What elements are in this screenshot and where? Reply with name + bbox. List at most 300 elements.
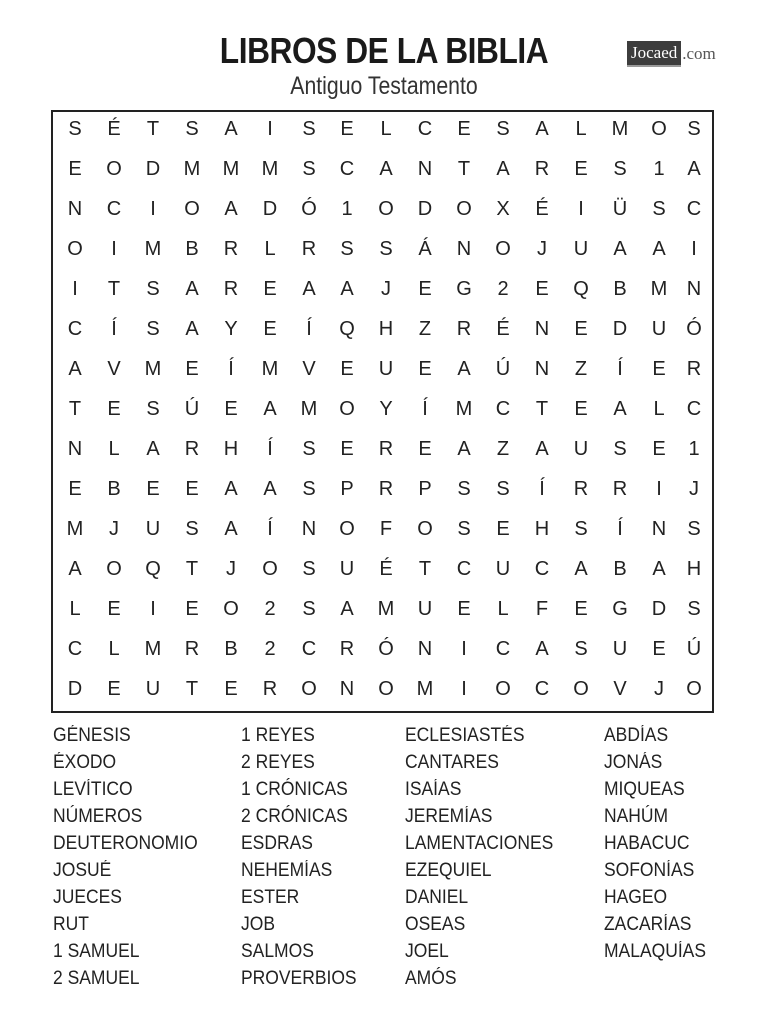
grid-letter[interactable]: R — [301, 238, 317, 260]
grid-letter[interactable]: Í — [267, 438, 273, 460]
grid-letter[interactable]: J — [654, 678, 664, 700]
grid-letter[interactable]: Í — [228, 358, 234, 380]
grid-letter[interactable]: E — [574, 398, 588, 420]
grid-letter[interactable]: I — [267, 118, 273, 140]
grid-letter[interactable]: E — [652, 638, 666, 660]
word-list-item: JONÁS — [604, 752, 663, 773]
word-list-column — [53, 722, 210, 992]
grid-letter[interactable]: E — [224, 398, 238, 420]
grid-letter[interactable]: S — [185, 518, 199, 540]
grid-letter[interactable]: V — [302, 358, 316, 380]
grid-letter[interactable]: S — [340, 238, 354, 260]
grid-letter[interactable]: L — [380, 118, 392, 140]
grid-letter[interactable]: E — [68, 158, 82, 180]
grid-letter[interactable]: O — [495, 238, 511, 260]
grid-letter[interactable]: Í — [539, 478, 545, 500]
grid-letter[interactable]: A — [340, 598, 354, 620]
grid-letter[interactable]: Í — [111, 318, 117, 340]
grid-letter[interactable]: C — [686, 198, 702, 220]
grid-letter[interactable]: T — [185, 678, 199, 700]
word-list-item: GÉNESIS — [53, 725, 131, 746]
grid-letter[interactable]: M — [144, 358, 162, 380]
grid-letter[interactable]: R — [534, 158, 550, 180]
grid-letter[interactable]: A — [224, 198, 238, 220]
word-list-item: NAHÚM — [604, 806, 669, 827]
grid-letter[interactable]: S — [652, 198, 666, 220]
grid-letter[interactable]: O — [339, 518, 355, 540]
grid-letter[interactable]: A — [185, 318, 199, 340]
grid-letter[interactable]: Y — [224, 318, 238, 340]
grid-letter[interactable]: S — [68, 118, 82, 140]
grid-letter[interactable]: I — [150, 598, 156, 620]
grid-letter[interactable]: H — [378, 318, 394, 340]
grid-letter[interactable]: S — [146, 278, 160, 300]
grid-letter[interactable]: A — [379, 158, 393, 180]
grid-letter[interactable]: R — [339, 638, 355, 660]
grid-letter[interactable]: D — [651, 598, 667, 620]
grid-letter[interactable]: O — [651, 118, 667, 140]
grid-letter[interactable]: N — [417, 638, 433, 660]
grid-letter[interactable]: N — [417, 158, 433, 180]
grid-letter[interactable]: A — [302, 278, 316, 300]
grid-letter[interactable]: S — [687, 518, 701, 540]
logo-domain-text: .com — [682, 44, 716, 63]
grid-letter[interactable]: E — [185, 358, 199, 380]
grid-letter[interactable]: Q — [573, 278, 589, 300]
grid-letter[interactable]: Ú — [184, 398, 200, 420]
grid-letter[interactable]: É — [107, 118, 121, 140]
grid-row — [53, 232, 712, 272]
grid-letter[interactable]: O — [378, 678, 394, 700]
word-list-item: 1 REYES — [241, 725, 315, 746]
grid-letter[interactable]: B — [224, 638, 238, 660]
grid-letter[interactable]: M — [377, 598, 395, 620]
grid-letter[interactable]: D — [67, 678, 83, 700]
grid-letter[interactable]: I — [150, 198, 156, 220]
grid-letter[interactable]: A — [185, 278, 199, 300]
grid-letter[interactable]: E — [496, 518, 510, 540]
grid-letter[interactable]: O — [495, 678, 511, 700]
grid-letter[interactable]: L — [108, 638, 120, 660]
grid-row — [53, 432, 712, 472]
grid-letter[interactable]: A — [224, 518, 238, 540]
grid-letter[interactable]: E — [263, 278, 277, 300]
grid-letter[interactable]: C — [495, 398, 511, 420]
word-list-item: SALMOS — [241, 941, 314, 962]
grid-letter[interactable]: H — [534, 518, 550, 540]
grid-letter[interactable]: Ú — [495, 358, 511, 380]
grid-letter[interactable]: O — [184, 198, 200, 220]
grid-letter[interactable]: S — [302, 478, 316, 500]
grid-letter[interactable]: T — [185, 558, 199, 580]
grid-letter[interactable]: J — [381, 278, 391, 300]
grid-letter[interactable]: V — [107, 358, 121, 380]
grid-letter[interactable]: J — [537, 238, 547, 260]
grid-letter[interactable]: L — [108, 438, 120, 460]
grid-letter[interactable]: N — [534, 358, 550, 380]
grid-letter[interactable]: J — [226, 558, 236, 580]
word-list-item: NÚMEROS — [53, 806, 143, 827]
grid-letter[interactable]: S — [302, 558, 316, 580]
grid-letter[interactable]: A — [224, 118, 238, 140]
grid-letter[interactable]: A — [687, 158, 701, 180]
grid-letter[interactable]: S — [687, 598, 701, 620]
grid-letter[interactable]: V — [613, 678, 627, 700]
grid-letter[interactable]: Í — [422, 398, 428, 420]
grid-letter[interactable]: E — [340, 358, 354, 380]
grid-letter[interactable]: E — [574, 598, 588, 620]
grid-letter[interactable]: A — [263, 398, 277, 420]
grid-letter[interactable]: I — [72, 278, 78, 300]
grid-letter[interactable]: A — [68, 558, 82, 580]
grid-letter[interactable]: S — [613, 158, 627, 180]
grid-letter[interactable]: C — [417, 118, 433, 140]
grid-letter[interactable]: 2 — [264, 598, 276, 620]
grid-letter[interactable]: 1 — [341, 198, 353, 220]
grid-letter[interactable]: I — [578, 198, 584, 220]
grid-letter[interactable]: E — [418, 358, 432, 380]
grid-letter[interactable]: S — [457, 518, 471, 540]
grid-letter[interactable]: E — [185, 478, 199, 500]
grid-letter[interactable]: H — [686, 558, 702, 580]
grid-letter[interactable]: N — [67, 438, 83, 460]
grid-letter[interactable]: O — [67, 238, 83, 260]
grid-letter[interactable]: S — [302, 158, 316, 180]
grid-letter[interactable]: B — [185, 238, 199, 260]
grid-letter[interactable]: X — [496, 198, 510, 220]
word-list-item: ZACARÍAS — [604, 914, 692, 935]
grid-letter[interactable]: R — [612, 478, 628, 500]
grid-letter[interactable]: D — [262, 198, 278, 220]
grid-letter[interactable]: A — [613, 398, 627, 420]
grid-letter[interactable]: I — [111, 238, 117, 260]
grid-letter[interactable]: M — [66, 518, 84, 540]
grid-letter[interactable]: E — [418, 278, 432, 300]
grid-letter[interactable]: M — [222, 158, 240, 180]
grid-letter[interactable]: O — [686, 678, 702, 700]
grid-letter[interactable]: S — [457, 478, 471, 500]
word-list-item: EZEQUIEL — [405, 860, 492, 881]
grid-letter[interactable]: U — [378, 358, 394, 380]
grid-row — [53, 552, 712, 592]
grid-letter[interactable]: A — [535, 438, 549, 460]
word-list — [0, 722, 768, 1012]
grid-letter[interactable]: E — [652, 438, 666, 460]
grid-letter[interactable]: U — [612, 638, 628, 660]
grid-letter[interactable]: Z — [574, 358, 588, 380]
word-list-item: 2 CRÓNICAS — [241, 806, 348, 827]
grid-letter[interactable]: A — [574, 558, 588, 580]
grid-letter[interactable]: M — [300, 398, 318, 420]
grid-letter[interactable]: É — [496, 318, 510, 340]
word-list-item: JOEL — [405, 941, 449, 962]
grid-letter[interactable]: A — [496, 158, 510, 180]
grid-letter[interactable]: D — [145, 158, 161, 180]
grid-letter[interactable]: M — [455, 398, 473, 420]
grid-letter[interactable]: B — [613, 278, 627, 300]
grid-letter[interactable]: T — [535, 398, 549, 420]
grid-letter[interactable]: A — [457, 358, 471, 380]
grid-letter[interactable]: S — [146, 398, 160, 420]
grid-letter[interactable]: E — [146, 478, 160, 500]
brand-logo — [627, 41, 716, 67]
grid-letter[interactable]: E — [224, 678, 238, 700]
grid-letter[interactable]: E — [185, 598, 199, 620]
grid-letter[interactable]: O — [417, 518, 433, 540]
grid-letter[interactable]: U — [495, 558, 511, 580]
grid-letter[interactable]: E — [107, 398, 121, 420]
grid-letter[interactable]: T — [418, 558, 432, 580]
grid-letter[interactable]: E — [457, 598, 471, 620]
grid-letter[interactable]: R — [223, 238, 239, 260]
grid-letter[interactable]: O — [339, 398, 355, 420]
grid-letter[interactable]: Q — [339, 318, 355, 340]
word-list-item: HABACUC — [604, 833, 690, 854]
grid-letter[interactable]: G — [456, 278, 472, 300]
word-list-item: ISAÍAS — [405, 779, 462, 800]
grid-letter[interactable]: I — [461, 678, 467, 700]
grid-letter[interactable]: C — [339, 158, 355, 180]
grid-letter[interactable]: U — [145, 678, 161, 700]
grid-letter[interactable]: M — [144, 638, 162, 660]
grid-letter[interactable]: E — [68, 478, 82, 500]
word-list-item: MALAQUÍAS — [604, 941, 707, 962]
grid-letter[interactable]: O — [456, 198, 472, 220]
word-list-item: AMÓS — [405, 968, 457, 989]
grid-letter[interactable]: A — [535, 638, 549, 660]
grid-row — [53, 672, 712, 712]
grid-letter[interactable]: A — [68, 358, 82, 380]
grid-letter[interactable]: L — [264, 238, 276, 260]
grid-letter[interactable]: R — [184, 638, 200, 660]
grid-letter[interactable]: M — [261, 358, 279, 380]
grid-letter[interactable]: C — [534, 678, 550, 700]
grid-letter[interactable]: C — [106, 198, 122, 220]
grid-letter[interactable]: A — [457, 438, 471, 460]
word-list-column — [604, 722, 715, 965]
word-list-item: JOSUÉ — [53, 860, 112, 881]
grid-letter[interactable]: O — [106, 158, 122, 180]
grid-letter[interactable]: A — [224, 478, 238, 500]
grid-letter[interactable]: C — [301, 638, 317, 660]
grid-letter[interactable]: E — [574, 318, 588, 340]
grid-letter[interactable]: U — [573, 438, 589, 460]
word-list-item: OSEAS — [405, 914, 466, 935]
grid-letter[interactable]: Ó — [686, 318, 702, 340]
grid-letter[interactable]: U — [145, 518, 161, 540]
word-list-item: ECLESIASTÉS — [405, 725, 525, 746]
grid-letter[interactable]: R — [686, 358, 702, 380]
word-list-item: JUECES — [53, 887, 122, 908]
grid-letter[interactable]: Í — [617, 358, 623, 380]
grid-letter[interactable]: R — [262, 678, 278, 700]
grid-letter[interactable]: D — [417, 198, 433, 220]
grid-letter[interactable]: O — [106, 558, 122, 580]
word-list-item: 1 CRÓNICAS — [241, 779, 348, 800]
grid-letter[interactable]: R — [184, 438, 200, 460]
grid-letter[interactable]: Ü — [612, 198, 628, 220]
grid-letter[interactable]: 2 — [497, 278, 509, 300]
grid-letter[interactable]: E — [263, 318, 277, 340]
grid-letter[interactable]: A — [652, 238, 666, 260]
grid-letter[interactable]: U — [651, 318, 667, 340]
grid-letter[interactable]: N — [534, 318, 550, 340]
grid-letter[interactable]: U — [573, 238, 589, 260]
word-list-item: LAMENTACIONES — [405, 833, 554, 854]
grid-letter[interactable]: Q — [145, 558, 161, 580]
grid-letter[interactable]: R — [378, 478, 394, 500]
grid-row — [53, 152, 712, 192]
grid-letter[interactable]: S — [687, 118, 701, 140]
grid-letter[interactable]: Á — [418, 238, 432, 260]
grid-letter[interactable]: É — [535, 198, 549, 220]
grid-letter[interactable]: O — [378, 198, 394, 220]
grid-letter[interactable]: C — [67, 638, 83, 660]
grid-letter[interactable]: P — [418, 478, 432, 500]
grid-letter[interactable]: T — [107, 278, 121, 300]
word-list-item: LEVÍTICO — [53, 779, 133, 800]
grid-letter[interactable]: L — [497, 598, 509, 620]
grid-letter[interactable]: N — [651, 518, 667, 540]
grid-letter[interactable]: E — [340, 438, 354, 460]
word-list-column — [241, 722, 367, 992]
grid-letter[interactable]: E — [652, 358, 666, 380]
grid-letter[interactable]: T — [68, 398, 82, 420]
grid-letter[interactable]: S — [302, 118, 316, 140]
grid-letter[interactable]: M — [183, 158, 201, 180]
grid-letter[interactable]: C — [686, 398, 702, 420]
grid-letter[interactable]: M — [416, 678, 434, 700]
word-list-column — [405, 722, 566, 992]
grid-letter[interactable]: S — [146, 318, 160, 340]
grid-letter[interactable]: O — [223, 598, 239, 620]
grid-letter[interactable]: B — [107, 478, 121, 500]
grid-letter[interactable]: O — [301, 678, 317, 700]
grid-letter[interactable]: Í — [617, 518, 623, 540]
grid-letter[interactable]: 2 — [264, 638, 276, 660]
grid-letter[interactable]: A — [535, 118, 549, 140]
word-list-item: JEREMÍAS — [405, 806, 493, 827]
grid-letter[interactable]: Ó — [378, 638, 394, 660]
grid-letter[interactable]: R — [378, 438, 394, 460]
word-list-item: JOB — [241, 914, 275, 935]
grid-letter[interactable]: M — [611, 118, 629, 140]
grid-letter[interactable]: E — [418, 438, 432, 460]
grid-letter[interactable]: É — [379, 558, 393, 580]
grid-letter[interactable]: R — [573, 478, 589, 500]
grid-letter[interactable]: M — [650, 278, 668, 300]
grid-letter[interactable]: O — [573, 678, 589, 700]
grid-letter[interactable]: P — [340, 478, 354, 500]
grid-letter[interactable]: M — [261, 158, 279, 180]
grid-row — [53, 512, 712, 552]
grid-letter[interactable]: U — [339, 558, 355, 580]
grid-letter[interactable]: Y — [379, 398, 393, 420]
grid-letter[interactable]: C — [456, 558, 472, 580]
grid-letter[interactable]: Í — [306, 318, 312, 340]
grid-letter[interactable]: L — [575, 118, 587, 140]
grid-letter[interactable]: I — [656, 478, 662, 500]
grid-row — [53, 392, 712, 432]
grid-letter[interactable]: Z — [496, 438, 510, 460]
grid-letter[interactable]: R — [456, 318, 472, 340]
grid-letter[interactable]: C — [67, 318, 83, 340]
grid-letter[interactable]: S — [613, 438, 627, 460]
grid-letter[interactable]: T — [457, 158, 471, 180]
grid-letter[interactable]: A — [146, 438, 160, 460]
grid-letter[interactable]: J — [689, 478, 699, 500]
grid-letter[interactable]: Í — [267, 518, 273, 540]
grid-letter[interactable]: E — [574, 158, 588, 180]
grid-letter[interactable]: B — [613, 558, 627, 580]
grid-letter[interactable]: F — [535, 598, 549, 620]
grid-letter[interactable]: L — [653, 398, 665, 420]
grid-letter[interactable]: U — [417, 598, 433, 620]
grid-letter[interactable]: H — [223, 438, 239, 460]
grid-letter[interactable]: F — [379, 518, 393, 540]
grid-letter[interactable]: N — [301, 518, 317, 540]
grid-letter[interactable]: Z — [418, 318, 432, 340]
grid-letter[interactable]: 1 — [653, 158, 665, 180]
grid-letter[interactable]: C — [495, 638, 511, 660]
grid-row — [53, 472, 712, 512]
grid-letter[interactable]: S — [379, 238, 393, 260]
grid-letter[interactable]: M — [144, 238, 162, 260]
grid-letter[interactable]: S — [302, 438, 316, 460]
grid-letter[interactable]: E — [107, 678, 121, 700]
grid-letter[interactable]: S — [302, 598, 316, 620]
grid-letter[interactable]: Ú — [686, 638, 702, 660]
logo-main-text: Jocaed — [627, 41, 681, 67]
grid-letter[interactable]: I — [461, 638, 467, 660]
grid-letter[interactable]: L — [69, 598, 81, 620]
grid-letter[interactable]: N — [67, 198, 83, 220]
grid-letter[interactable]: E — [107, 598, 121, 620]
word-list-item: ESTER — [241, 887, 300, 908]
grid-letter[interactable]: R — [223, 278, 239, 300]
grid-letter[interactable]: N — [456, 238, 472, 260]
grid-letter[interactable]: N — [339, 678, 355, 700]
grid-letter[interactable]: S — [574, 518, 588, 540]
grid-letter[interactable]: A — [340, 278, 354, 300]
grid-letter[interactable]: C — [534, 558, 550, 580]
word-list-item: ESDRAS — [241, 833, 313, 854]
grid-letter[interactable]: E — [340, 118, 354, 140]
grid-letter[interactable]: S — [496, 478, 510, 500]
grid-letter[interactable]: E — [535, 278, 549, 300]
grid-letter[interactable]: S — [496, 118, 510, 140]
grid-letter[interactable]: T — [146, 118, 160, 140]
grid-letter[interactable]: D — [612, 318, 628, 340]
grid-letter[interactable]: Ó — [301, 198, 317, 220]
word-list-item: 2 SAMUEL — [53, 968, 140, 989]
word-list-item: PROVERBIOS — [241, 968, 357, 989]
grid-letter[interactable]: S — [185, 118, 199, 140]
word-list-item: RUT — [53, 914, 89, 935]
word-list-item: 1 SAMUEL — [53, 941, 140, 962]
grid-letter[interactable]: A — [263, 478, 277, 500]
grid-letter[interactable]: J — [109, 518, 119, 540]
grid-letter[interactable]: A — [652, 558, 666, 580]
grid-letter[interactable]: O — [262, 558, 278, 580]
grid-letter[interactable]: I — [691, 238, 697, 260]
grid-letter[interactable]: 1 — [688, 438, 700, 460]
grid-letter[interactable]: N — [686, 278, 702, 300]
grid-letter[interactable]: G — [612, 598, 628, 620]
grid-letter[interactable]: S — [574, 638, 588, 660]
grid-letter[interactable]: A — [613, 238, 627, 260]
grid-letter[interactable]: E — [457, 118, 471, 140]
